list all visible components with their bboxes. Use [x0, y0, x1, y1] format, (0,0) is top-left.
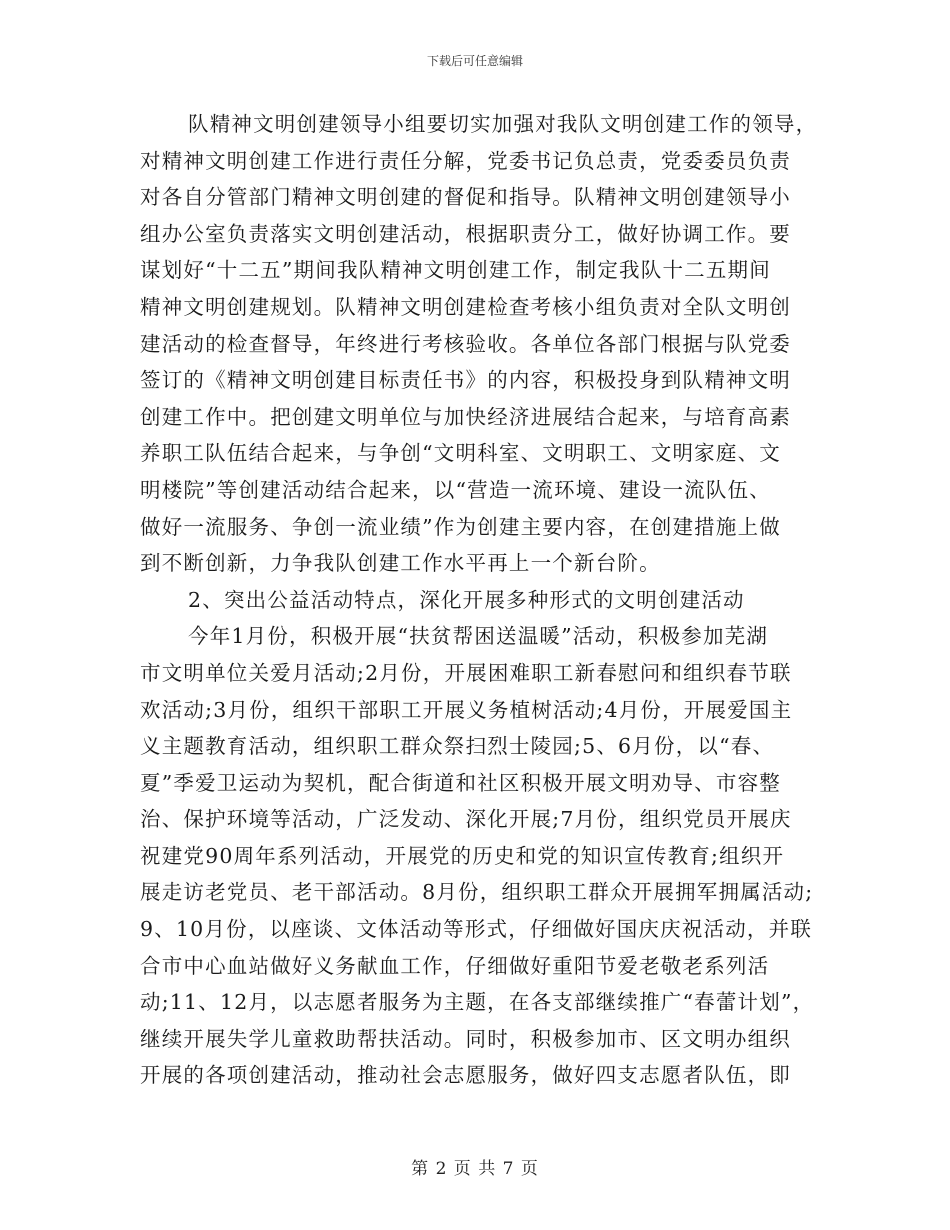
text-line: 治、保护环境等活动，广泛发动、深化开展;7月份，组织党员开展庆 [140, 807, 792, 832]
page-header-note: 下载后可任意编辑 [426, 54, 523, 68]
text-line: 做好一流服务、争创一流业绩”作为创建主要内容，在创建措施上做 [140, 514, 781, 539]
text-line: 开展的各项创建活动，推动社会志愿服务，做好四支志愿者队伍，即 [140, 1063, 791, 1088]
text-line: 组办公室负责落实文明创建活动，根据职责分工，做好协调工作。要 [140, 221, 791, 246]
text-line: 今年1月份，积极开展“扶贫帮困送温暖”活动，积极参加芜湖 [188, 624, 769, 649]
text-line: 谋划好“十二五”期间我队精神文明创建工作，制定我队十二五期间 [140, 258, 771, 283]
text-line: 明楼院”等创建活动结合起来，以“营造一流环境、建设一流队伍、 [140, 477, 771, 502]
text-line: 展走访老党员、老干部活动。8月份，组织职工群众开展拥军拥属活动; [140, 880, 814, 905]
text-line: 2、突出公益活动特点，深化开展多种形式的文明创建活动 [188, 587, 745, 612]
text-line: 继续开展失学儿童救助帮扶活动。同时，积极参加市、区文明办组织 [140, 1026, 791, 1051]
page-number: 第 2 页 共 7 页 [411, 1159, 539, 1179]
document-body [140, 106, 820, 1094]
text-line: 建活动的检查督导，年终进行考核验收。各单位各部门根据与队党委 [140, 331, 791, 356]
text-line: 义主题教育活动，组织职工群众祭扫烈士陵园;5、6月份，以“春、 [140, 734, 775, 759]
text-line: 对各自分管部门精神文明创建的督促和指导。队精神文明创建领导小 [140, 185, 791, 210]
text-line: 9、10月份，以座谈、文体活动等形式，仔细做好国庆庆祝活动，并联 [140, 917, 813, 942]
text-line: 签订的《精神文明创建目标责任书》的内容，积极投身到队精神文明 [140, 368, 791, 393]
text-line: 夏”季爱卫运动为契机，配合街道和社区积极开展文明劝导、市容整 [140, 770, 781, 795]
text-line: 合市中心血站做好义务献血工作，仔细做好重阳节爱老敬老系列活 [140, 953, 770, 978]
text-line: 对精神文明创建工作进行责任分解，党委书记负总责，党委委员负责 [140, 148, 791, 173]
text-line: 动;11、12月，以志愿者服务为主题，在各支部继续推广“春蕾计划”， [140, 990, 815, 1015]
text-line: 市文明单位关爱月活动;2月份，开展困难职工新春慰问和组织春节联 [140, 660, 792, 685]
text-line: 欢活动;3月份，组织干部职工开展义务植树活动;4月份，开展爱国主 [140, 697, 793, 722]
text-line: 养职工队伍结合起来，与争创“文明科室、文明职工、文明家庭、文 [140, 441, 781, 466]
text-line: 祝建党90周年系列活动，开展党的历史和党的知识宣传教育;组织开 [140, 843, 785, 868]
text-line: 精神文明创建规划。队精神文明创建检查考核小组负责对全队文明创 [140, 294, 791, 319]
text-line: 创建工作中。把创建文明单位与加快经济进展结合起来，与培育高素 [140, 404, 791, 429]
text-line: 到不断创新，力争我队创建工作水平再上一个新台阶。 [140, 551, 661, 576]
text-line: 队精神文明创建领导小组要切实加强对我队文明创建工作的领导， [188, 112, 818, 136]
